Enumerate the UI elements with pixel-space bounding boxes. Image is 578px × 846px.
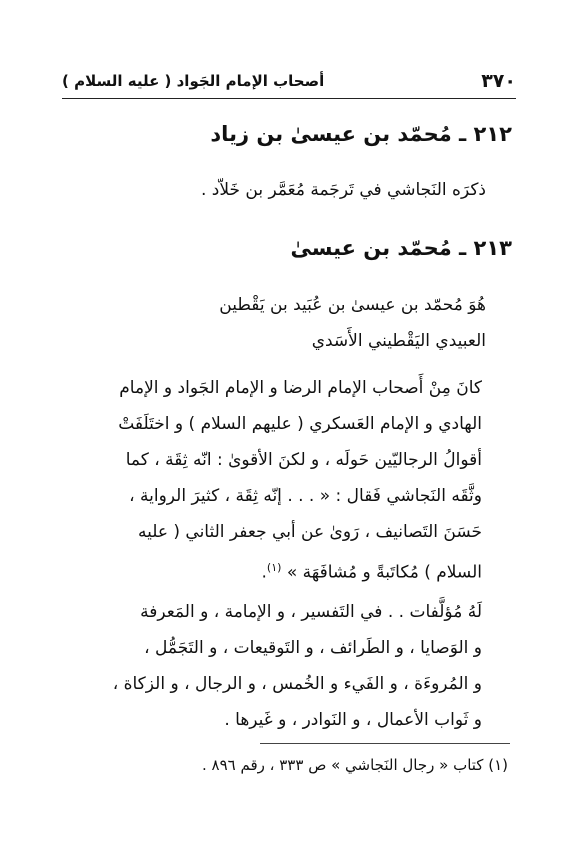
- entry-212-heading: ٢١٢ ـ مُحمّد بن عيسىٰ بن زياد: [210, 122, 512, 146]
- para2-line: لَهُ مُؤلَّفات . . في التَفسير ، و الإمامة ، و المَعرفة: [140, 602, 482, 622]
- footnote-reference[interactable]: (١): [266, 561, 282, 574]
- footnote-rule: [260, 743, 510, 744]
- entry-213-heading: ٢١٣ ـ مُحمّد بن عيسىٰ: [290, 236, 512, 260]
- page-header: [62, 70, 516, 94]
- entry-212-body: [66, 172, 486, 208]
- para1-last-line: السلام ) مُكاتَبةً و مُشافَهَة » $^{(١)}$.: [261, 561, 482, 583]
- para2-line: و الوَصايا ، و الطَرائف ، و التَوقيعات ، و التَجَمُّل ،: [144, 638, 482, 658]
- entry-213-para1: [66, 370, 482, 591]
- entry-212-text: ذكرَه النَجاشي في تَرجَمة مُعَمَّر بن خَلاّد .: [200, 180, 486, 200]
- entry-212-heading-block: [66, 122, 512, 146]
- entry-213-heading-block: [66, 236, 512, 260]
- para1-line: أقوالُ الرجاليّين حَولَه ، و لكنَ الأقوىٰ : انّه ثِقَة ، كما: [125, 450, 482, 470]
- footnote-text: (١) كتاب « رجال النَجاشي » ص ٣٣٣ ، رقم ٨٩٦ .: [201, 756, 508, 774]
- para1-line: وثَّقَه النَجاشي فَقال : « . . . إنّه ثِقَة ، كثيرَ الرواية ،: [129, 486, 482, 506]
- para2-line: و المُروءَة ، و الفَيء و الخُمس ، و الرجال ، و الزكاة ،: [112, 674, 482, 694]
- entry-213-para2: [66, 594, 482, 738]
- running-title: أصحاب الإمام الجَواد ( عليه السلام ): [62, 72, 325, 90]
- entry-213-intro: [66, 287, 486, 359]
- para2-line: و ثَواب الأعمال ، و النَوادر ، و غَيرها .: [224, 710, 482, 730]
- intro-line: هُوَ مُحمّد بن عيسىٰ بن عُبَيد بن يَقْطين: [219, 295, 486, 315]
- page-number: ٣٧٠: [481, 70, 516, 92]
- intro-line: العبيدي اليَقْطيني الأَسَدي: [311, 331, 486, 351]
- para1-last-text: السلام ) مُكاتَبةً و مُشافَهَة »: [286, 562, 482, 583]
- header-rule: [62, 98, 516, 99]
- para1-line: حَسَنَ التَصانيف ، رَوىٰ عن أبي جعفر الثاني ( عليه: [137, 522, 482, 542]
- para1-line: كانَ مِنْ أَصحاب الإمام الرضا و الإمام الجَواد و الإمام: [119, 378, 482, 398]
- para1-line: الهادي و الإمام العَسكري ( عليهم السلام ) و اختَلَفَتْ: [118, 414, 482, 434]
